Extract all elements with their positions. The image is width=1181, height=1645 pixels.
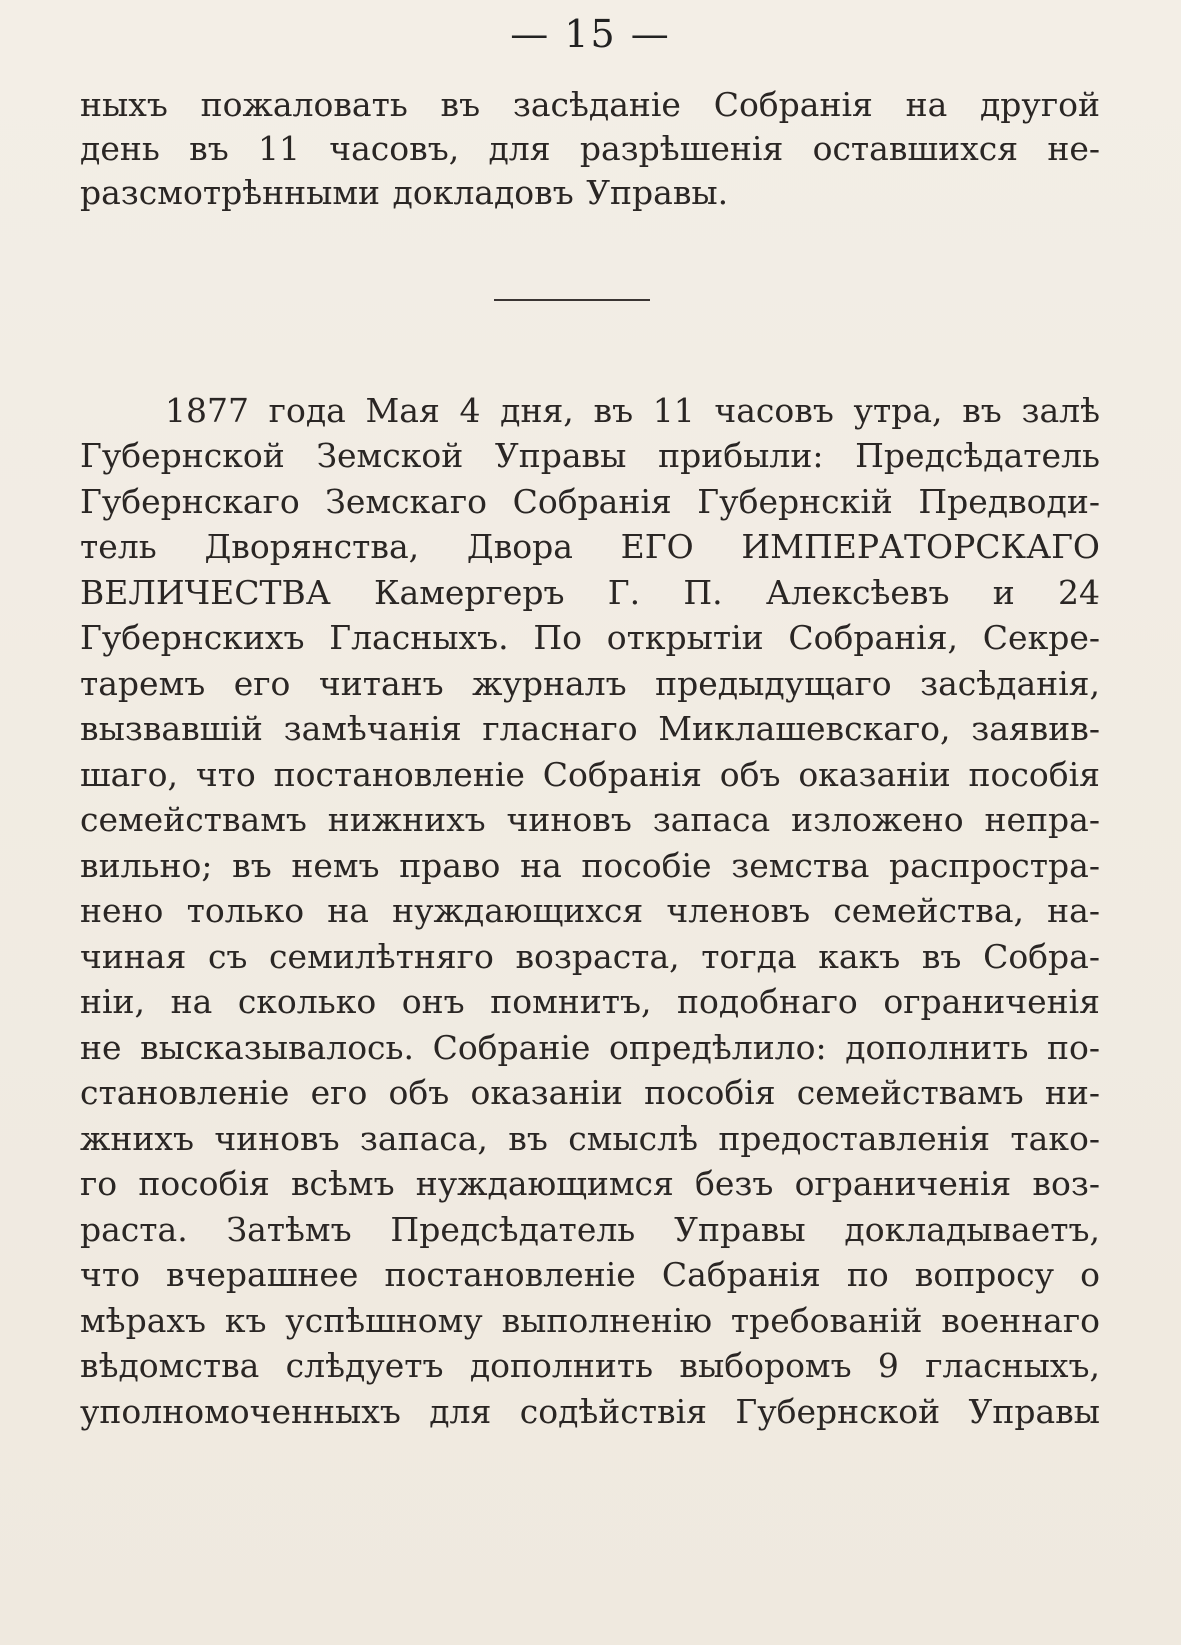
text-line: вызвавшій замѣчанія гласнаго Миклашевскаго, заявив- [80,709,1100,748]
text-line: вѣдомства слѣдуетъ дополнить выборомъ 9 гласныхъ, [80,1346,1100,1385]
page-number: — 15 — [510,12,671,56]
text-line: ВЕЛИЧЕСТВА Камергеръ Г. П. Алексѣевъ и 24 [80,573,1100,612]
text-line: что вчерашнее постановленіе Сабранія по вопросу о [80,1255,1100,1294]
text-line: чиная съ семилѣтняго возраста, тогда какъ въ Собра- [80,937,1100,976]
section-divider [494,299,650,301]
text-line: 1877 года Мая 4 дня, въ 11 часовъ утра, въ залѣ [165,391,1100,430]
text-line: вильно; въ немъ право на пособіе земства распростра- [80,846,1100,885]
text-line: семействамъ нижнихъ чиновъ запаса изложено непра- [80,800,1100,839]
text-line: нено только на нуждающихся членовъ семейства, на- [80,891,1100,930]
text-line: Губернскаго Земскаго Собранія Губернскій Предводи- [80,482,1100,521]
text-line: го пособія всѣмъ нуждающимся безъ ограниченія воз- [80,1164,1100,1203]
text-line: ныхъ пожаловать въ засѣданіе Собранія на другой [80,85,1100,124]
text-line: не высказывалось. Собраніе опредѣлило: дополнить по- [80,1028,1100,1067]
text-line: таремъ его читанъ журналъ предыдущаго засѣданія, [80,664,1100,703]
text-line: ніи, на сколько онъ помнитъ, подобнаго ограниченія [80,982,1100,1021]
text-line: мѣрахъ къ успѣшному выполненію требованій военнаго [80,1301,1100,1340]
text-line: раста. Затѣмъ Предсѣдатель Управы докладываетъ, [80,1210,1100,1249]
text-line: тель Дворянства, Двора ЕГО ИМПЕРАТОРСКАГО [80,527,1100,566]
text-line: разсмотрѣнными докладовъ Управы. [80,173,729,212]
text-line: Губернскихъ Гласныхъ. По открытіи Собранія, Секре- [80,618,1100,657]
text-line: жнихъ чиновъ запаса, въ смыслѣ предоставленія тако- [80,1119,1100,1158]
text-line: становленіе его объ оказаніи пособія семействамъ ни- [80,1073,1100,1112]
text-line: шаго, что постановленіе Собранія объ оказаніи пособія [80,755,1100,794]
text-line: уполномоченныхъ для содѣйствія Губернской Управы [80,1392,1100,1431]
text-line: Губернской Земской Управы прибыли: Предсѣдатель [80,436,1100,475]
text-line: день въ 11 часовъ, для разрѣшенія оставшихся не- [80,129,1100,168]
